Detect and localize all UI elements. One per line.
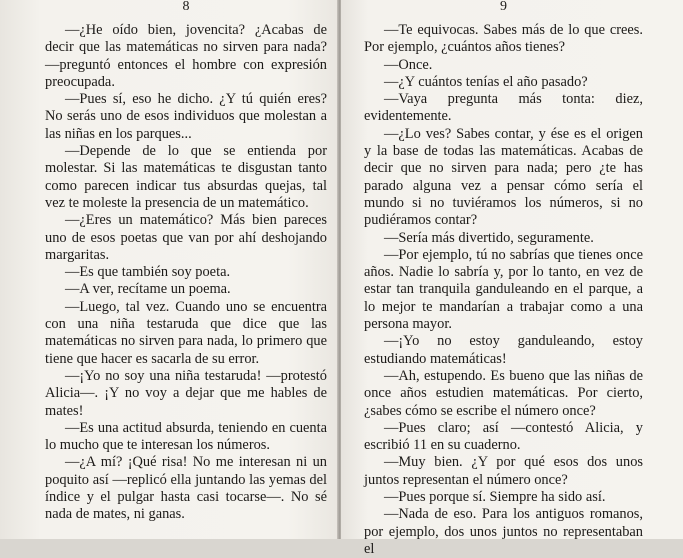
paragraph: —Once. xyxy=(384,56,433,73)
paragraph: —A ver, recítame un poema. xyxy=(65,281,231,298)
paragraph: —Luego, tal vez. Cuando uno se encuentra con una niña testaruda que dice que las matemáticas no sirven para nada, lo primero que tiene que hacer es sacarla de su error. xyxy=(45,298,327,367)
right-page xyxy=(341,0,683,557)
paragraph: —¿Lo ves? Sabes contar, y ése es el origen y la base de todas las matemáticas. Acabas de decir que no sirven para nada; pero ¿te has parado alguna vez a pensar cómo sería el mundo si no tuviéramos los números, si no pudiéramos contar? xyxy=(364,125,643,229)
paragraph: —Sería más divertido, seguramente. xyxy=(384,229,594,246)
paragraph: —Depende de lo que se entienda por molestar. Si las matemáticas te disgustan tanto como parecen indicar tus absurdas quejas, tal vez te moleste la presencia de un matemático. xyxy=(45,143,327,211)
paragraph: —Muy bien. ¿Y por qué esos dos unos juntos representan el número once? xyxy=(364,454,643,488)
paragraph: —Es que también soy poeta. xyxy=(65,264,231,281)
paragraph: —Pues claro; así —contestó Alicia, y escribió 11 en su cuaderno. xyxy=(364,419,643,454)
paragraph: —Pues sí, eso he dicho. ¿Y tú quién eres? No serás uno de esos individuos que molestan a las niñas en los parques... xyxy=(45,91,327,142)
left-page xyxy=(0,0,339,539)
left-page-text xyxy=(45,22,327,524)
paragraph: —Te equivocas. Sabes más de lo que crees. Por ejemplo, ¿cuántos años tienes? xyxy=(364,22,643,56)
paragraph: —Ah, estupendo. Es bueno que las niñas de once años estudien matemáticas. Por cierto, ¿sabes cómo se escribe el número once? xyxy=(364,367,643,419)
right-page-text xyxy=(364,22,643,558)
paragraph: —¿Eres un matemático? Más bien pareces uno de esos poetas que van por ahí deshojando margaritas. xyxy=(45,212,327,263)
paragraph: —¡Yo no soy una niña testaruda! —protestó Alicia—. ¡Y no voy a dejar que me hables de mates! xyxy=(45,367,327,419)
page-number-right: 9 xyxy=(500,0,507,14)
paragraph: —¡Yo no estoy ganduleando, estoy estudiando matemáticas! xyxy=(364,333,643,367)
paragraph: —¿Y cuántos tenías el año pasado? xyxy=(384,73,588,90)
paragraph: —¿He oído bien, jovencita? ¿Acabas de decir que las matemáticas no sirven para nada? —preguntó entonces el hombre con expresión preocupada. xyxy=(45,22,327,90)
paragraph: —¿A mí? ¡Qué risa! No me interesan ni un poquito así —replicó ella juntando las yemas del índice y el pulgar hasta casi tocarse—. No sé nada de mates, ni ganas. xyxy=(45,454,327,523)
paragraph: —Por ejemplo, tú no sabrías que tienes once años. Nadie lo sabría y, por lo tanto, en vez de estar tan tranquila ganduleando en el parque, a lo mejor te mandarían a trabajar como a una persona mayor. xyxy=(364,246,643,333)
page-number-left: 8 xyxy=(182,0,190,14)
paragraph: —Vaya pregunta más tonta: diez, evidentemente. xyxy=(364,91,643,125)
paragraph: —Pues porque sí. Siempre ha sido así. xyxy=(384,489,606,506)
paragraph: —Nada de eso. Para los antiguos romanos, por ejemplo, dos unos juntos no representaban el xyxy=(364,506,643,557)
paragraph: —Es una actitud absurda, teniendo en cuenta lo mucho que te interesan los números. xyxy=(45,419,327,454)
